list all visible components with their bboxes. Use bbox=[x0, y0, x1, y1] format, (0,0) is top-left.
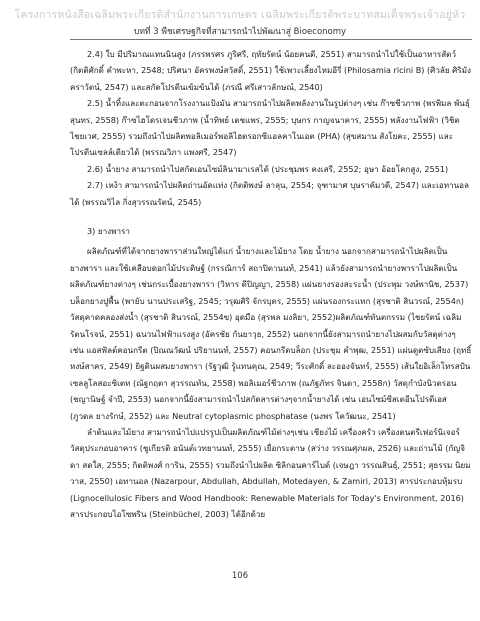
section-spacer bbox=[70, 210, 472, 223]
paragraph-leaves: 2.4) ใบ มีปริมาณแทนนินสูง (ภรรพรศร ภูริศรี, ฤทัยรัตน์ น้อยคนดี, 2551) สามารถนำไปใช้เป็นอาหารสัตว์ (กิตติศักดิ์ คำพะหา, 2548; ปริศนา อัครพงษ์สวัสดิ์, 2551) ใช้เพาะเลี้ยงไหมอีรี่ (Philosamia ricini B) (ศิวลัย ศิริมังคราวัตน์, 2547) และสกัดโปรตีนเข้มข้นได้ (ภรณี ศรีเสาวลักษณ์, 2540) bbox=[70, 49, 471, 92]
page-number: 106 bbox=[231, 571, 249, 581]
header-divider bbox=[70, 39, 472, 40]
paragraph-latex-enzyme: 2.6) น้ำยาง สามารถนำไปสกัดเอนไซม์ลินามาเรสได้ (ประชุมพร คงเสรี, 2552; อุษา อ้อยโคกสูง, 2551) bbox=[87, 163, 449, 174]
section-heading-rubber: 3) ยางพารา bbox=[87, 226, 130, 237]
paragraph-rhizome: 2.7) เหง้า สามารถนำไปผลิตถ่านอัดแท่ง (กิตติพงษ์ ลาลุน, 2554; จุฑามาศ บุษราคัมวดี, 2547) และเอทานอลได้ (พรรณวิไล กิ่งสุวรรณรัตน์, 2545) bbox=[70, 180, 469, 207]
paragraph-rubber-products: ผลิตภัณฑ์ที่ได้จากยางพาราส่วนใหญ่ได้แก่ น้ำยางและไม้ยาง โดย น้ำยาง นอกจากสามารถนำไปผลิตเป็นยางพารา และใช้เคลือบดอกไม้ประดิษฐ์ (กรรณิการ์ สถาปิตานนท์, 2541) แล้วยังสามารถนำยางพาราไปผลิตเป็นผลิตภัณฑ์ยางต่างๆ เช่นกระเบื้องยางพารา (วิหาร ดีปิญญา, 2558) แผ่นยางรองสะระน้ำ (ประพุม วงษ์พานิช, 2537) บล็อกยางปูพื้น (พายับ นานประเสริฐ, 2545; วรุฒศิริ จักรบุตร, 2555) แผ่นรองกระแทก (สุรชาติ สินวรณ์, 2554ก) วัสดุคาดคลองส่งน้ำ (สุรชาติ สินวรณ์, 2554ข) อุดมือ (สุรพล มงลิยา, 2552)ผลิตภัณฑ์ทันตกรรม (ไชยรัตน์ เฉลิมรัตนโรจน์, 2551) ฉนวนไฟฟ้าแรงสูง (อัครชัย กันยาวุธ, 2552) นอกจากนี้ยังสามารถนำยางไปผสมกับวัสดุต่างๆ เช่น แอสฟัลต์คอนกรีต (ปิณณวัฒน์ ปริยานนท์, 2557) คอนกรีตบล็อก (ประชุม คำพุฒ, 2551) แผ่นดูดซับเสียง (ฤทธิ์ หงษ์สาคร, 2549) ยิฐดินผสมยางพารา (รัฐวุฒิ รู้แทนคุณ, 2549; วีระศักดิ์ ละอองจันทร์, 2555) เส้นใยอิเล็กโทรสปันเซลลูโลสอะซิเตท (ณัฐกฤตา สุวรรณทัน, 2558) พอลิเมอร์ชีวภาพ (ณภัฐภัทร จินดา, 2558ก) วัสดุกำบังนิวตรอน (ชญานิษฐ์ จำปี, 2553) นอกจากนี้ยังสามารถนำไปสกัดสารต่างๆจากน้ำยางได้ เช่น เอนไซม์ซีสเตอีนโปรตีเอส (ภูวดล ยางรักษ์, 2552) และ Neutral cytoplasmic phosphatase (นงพร โควัฒนะ, 2541) bbox=[70, 246, 472, 421]
paragraph-rubber-wood: ลำต้นและไม้ยาง สามารถนำไปแปรรูปเป็นผลิตภัณฑ์ไม้ต่างๆเช่น เชียงไม้ เครื่องครัว เครื่องดนตรีเฟอร์นิเจอร์ วัสดุประกอบอาคาร (ชูเกียรติ อนันต์เวทยานนท์, 2555) เยื่อกระดาษ (สว่าง วรรณศุภผล, 2526) และถ่านไม้ (กัญจิดา สดใส, 2555; กิตติพงศ์ การิน, 2555) รวมถึงนำไปผลิต ซิลิกอนคาร์ไบด์ (เจษฎา วรรณสินธุ์, 2551; สุธรรม นิยมวาส, 2550) เอทานอล (Nazarpour, Abdullah, Abdullah, Motedayen, & Zamiri, 2013) สารประกอบหุ้มรบ (Lignocellulosic Fibers and Wood Handbook: Renewable Materials for Today's Environment, 2016) สารประกอบไอโซพริน (Steinbüchel, 2003) ได้อีกด้วย bbox=[70, 426, 471, 519]
chapter-title: บทที่ 3 พืชเศรษฐกิจที่สามารถนำไปพัฒนาสู่ Bioeconomy bbox=[133, 27, 347, 37]
header-watermark: โครงการหนังสือเฉลิมพระเกียรติสำนักงานการเกษตร เฉลิมพระเกียรติพระบาทสมเด็จพระเจ้าอยู่หัว bbox=[14, 9, 466, 21]
page-body bbox=[70, 46, 472, 522]
paragraph-wastewater: 2.5) น้ำทิ้งและตะกอนจากโรงงานแป้งมัน สามารถนำไปผลิตพลังงานในรูปต่างๆ เช่น ก๊าซชีวภาพ (พรพิมล พันธุ์สุนทร, 2558) ก๊าซไฮโดรเจนชีวภาพ (น้ำทิพย์ เดชแพร, 2555; บุษกร กาญจนาคาร, 2555) พลังงานไฟฟ้า (วิชิต ไชยเวศ, 2555) รวมถึงนำไปผลิตพอลิเมอร์พอลิไฮดรอกซีแอลคาโนเอต (PHA) (สุขสมาน สังโยคะ, 2555) และโปรตีนเซลล์เดียวได้ (พรรณวิภา แพงศรี, 2547) bbox=[70, 98, 470, 158]
